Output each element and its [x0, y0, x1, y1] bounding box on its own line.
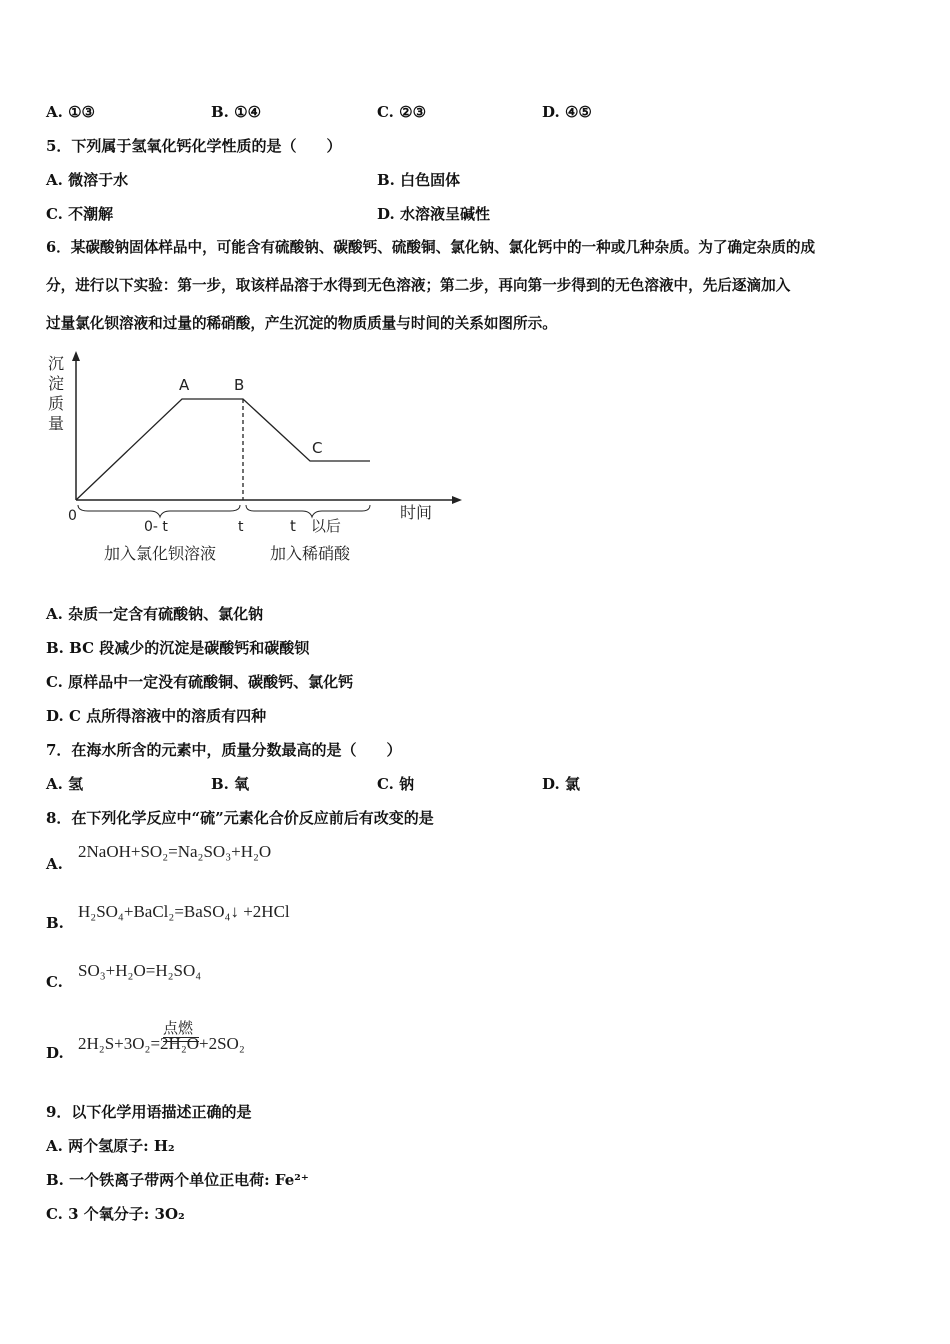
caption-bacl2: 加入氯化钡溶液 — [104, 544, 217, 563]
q7-option-b[interactable]: B. 氧 — [211, 775, 250, 793]
q7-stem: 7．在海水所含的元素中，质量分数最高的是（ ） — [46, 741, 402, 759]
interval-1-label: 0- t — [144, 519, 168, 535]
brace-interval-2 — [246, 505, 370, 517]
q8-stem: 8．在下列化学反应中“硫”元素化合价反应前后有改变的是 — [46, 809, 434, 827]
q6-figure — [40, 345, 480, 575]
q5-option-c[interactable]: C. 不潮解 — [46, 205, 114, 223]
q4-option-b[interactable]: B. ①④ — [211, 103, 262, 121]
x-axis-label: 时间 — [400, 503, 433, 522]
reaction-condition: 点燃 — [163, 1019, 194, 1037]
q6-option-b[interactable]: B. BC 段减少的沉淀是碳酸钙和碳酸钡 — [46, 639, 310, 657]
q6-stem-line3: 过量氯化钡溶液和过量的稀硝酸，产生沉淀的物质质量与时间的关系如图所示。 — [46, 315, 557, 332]
q8-option-b-label[interactable]: B. — [46, 914, 64, 932]
q7-option-d[interactable]: D. 氯 — [542, 775, 580, 793]
y-axis-label-4: 量 — [48, 414, 65, 433]
origin-label: 0 — [68, 508, 77, 524]
y-axis-label-2: 淀 — [48, 374, 65, 393]
precipitate-curve — [76, 399, 370, 500]
q7-option-c[interactable]: C. 钠 — [377, 775, 415, 793]
caption-hno3: 加入稀硝酸 — [270, 544, 351, 563]
tick-t-label: t — [238, 519, 244, 535]
q8-option-d-formula: 2H₂S+3O₂=2H₂O+2SO₂ — [78, 1034, 245, 1053]
q8-option-d-label[interactable]: D. — [46, 1044, 64, 1062]
q5-stem: 5．下列属于氢氧化钙化学性质的是（ ） — [46, 137, 342, 155]
q6-option-a[interactable]: A. 杂质一定含有硫酸钠、氯化钠 — [46, 605, 264, 623]
q7-option-a[interactable]: A. 氢 — [46, 775, 84, 793]
q9-option-a[interactable]: A. 两个氢原子: H₂ — [46, 1137, 175, 1155]
q6-stem-line1: 6．某碳酸钠固体样品中，可能含有硫酸钠、碳酸钙、硫酸铜、氯化钠、氯化钙中的一种或几种杂质。为了确定杂质的成 — [46, 239, 816, 256]
interval-2-label: t 以后 — [290, 517, 341, 535]
y-axis-label-1: 沉 — [48, 354, 65, 373]
y-axis-arrow — [72, 351, 80, 361]
q8-option-b-formula: H₂SO₄+BaCl₂=BaSO₄↓ +2HCl — [78, 902, 290, 921]
q5-option-a[interactable]: A. 微溶于水 — [46, 171, 129, 189]
q8-option-a-label[interactable]: A. — [46, 855, 63, 873]
q6-option-c[interactable]: C. 原样品中一定没有硫酸铜、碳酸钙、氯化钙 — [46, 673, 354, 691]
point-c-label: C — [312, 439, 323, 457]
q9-option-c[interactable]: C. 3 个氧分子: 3O₂ — [46, 1205, 185, 1223]
q8-option-c-label[interactable]: C. — [46, 973, 63, 991]
q9-stem: 9．以下化学用语描述正确的是 — [46, 1103, 252, 1121]
point-a-label: A — [179, 376, 190, 394]
q8-option-a-formula: 2NaOH+SO₂=Na₂SO₃+H₂O — [78, 842, 272, 861]
q9-option-b[interactable]: B. 一个铁离子带两个单位正电荷: Fe²⁺ — [46, 1171, 309, 1189]
q6-stem-line2: 分，进行以下实验：第一步，取该样品溶于水得到无色溶液；第二步，再向第一步得到的无色溶液中，先后逐滴加入 — [46, 277, 791, 294]
q6-option-d[interactable]: D. C 点所得溶液中的溶质有四种 — [46, 707, 267, 725]
q4-option-d[interactable]: D. ④⑤ — [542, 103, 592, 121]
q5-option-d[interactable]: D. 水溶液呈碱性 — [377, 205, 490, 223]
q4-option-a[interactable]: A. ①③ — [46, 103, 96, 121]
point-b-label: B — [234, 376, 245, 394]
brace-interval-1 — [78, 505, 240, 517]
y-axis-label-3: 质 — [48, 394, 65, 413]
q5-option-b[interactable]: B. 白色固体 — [377, 171, 461, 189]
x-axis-arrow — [452, 496, 462, 504]
q8-option-c-formula: SO₃+H₂O=H₂SO₄ — [78, 961, 202, 980]
q4-option-c[interactable]: C. ②③ — [377, 103, 427, 121]
